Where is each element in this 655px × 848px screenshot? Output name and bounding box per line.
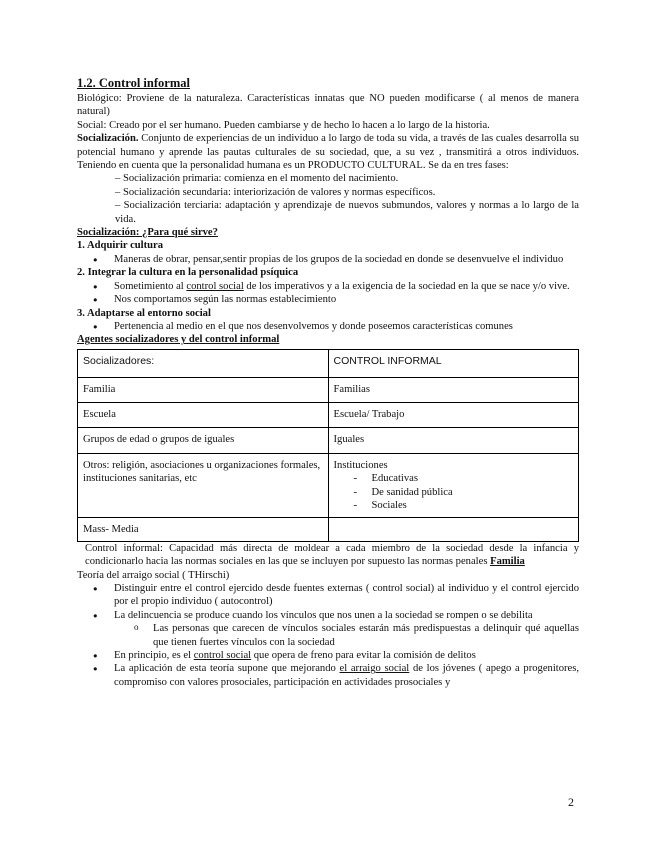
table-row (78, 402, 579, 427)
table-header-cell: Socializadores: (78, 349, 329, 377)
list-item (77, 649, 579, 662)
phase-terciaria: – Socialización terciaria: adaptación y aprendizaje de nuevos submundos, valores y normas a lo largo de la vida. (115, 200, 579, 225)
section-heading: 1.2. Control informal (77, 76, 190, 90)
text-fragment: de los jóvenes ( apego a progenitores, compromiso con valores prosociales, participación en actividades prosociales y (114, 663, 580, 688)
table-row (78, 453, 579, 517)
socializacion-text: Conjunto de experiencias de un individuo a lo largo de toda su vida, a través de las cuales desarrolla su potencial humano y aprende las pautas culturales de su sociedad, que, a su vez , transmitirá a otros individuos. Teniendo en cuenta que la personalidad humana es un PRODUCTO CULTURAL. Se da en tres fases: (77, 133, 579, 172)
para-socializacion (77, 132, 579, 172)
page-number: 2 (568, 795, 574, 809)
table-cell (328, 453, 579, 517)
list-item: ● Maneras de obrar, pensar,sentir propias de los grupos de la sociedad en donde se desenvuelve el individuo (77, 253, 579, 266)
familia-label: Familia (490, 556, 525, 568)
control-informal-definition (77, 542, 579, 569)
phase-secundaria: – Socialización secundaria: interiorización de valores y normas específicos. (115, 186, 436, 198)
agentes-table (77, 349, 579, 542)
para-que-title: Socialización: ¿Para qué sirve? (77, 227, 218, 239)
table-header-cell: CONTROL INFORMAL (328, 349, 579, 377)
para-biologico: Biológico: Proviene de la naturaleza. Características innatas que NO pueden modificarse ( al menos de manera natural) (77, 93, 579, 118)
teoria-title: Teoría del arraigo social ( THirschi) (77, 569, 230, 581)
text-fragment: Control informal: Capacidad más directa de moldear a cada miembro de la sociedad desde la infancia y condicionarlo hacia las normas sociales en las que se incluyen por supuesto las normas penales (85, 542, 579, 568)
list-item: ● Pertenencia al medio en el que nos desenvolvemos y donde poseemos características comunes (77, 320, 579, 333)
table-cell: Familia (78, 377, 329, 402)
text-fragment: La aplicación de esta teoría supone que mejorando (114, 663, 340, 675)
text-fragment: que opera de freno para evitar la comisión de delitos (251, 649, 476, 661)
document-page (77, 76, 579, 689)
item3-list (77, 320, 579, 333)
table-cell: Iguales (328, 427, 579, 453)
teoria-list (77, 582, 579, 689)
table-cell: Familias (328, 377, 579, 402)
para-social: Social: Creado por el ser humano. Pueden cambiarse y de hecho lo hacen a lo largo de la historia. (77, 119, 490, 131)
list-item: - De sanidad pública (352, 486, 575, 499)
table-cell: Otros: religión, asociaciones u organizaciones formales, instituciones sanitarias, etc (78, 453, 329, 517)
table-cell: Grupos de edad o grupos de iguales (78, 427, 329, 453)
list-item: ● La delincuencia se produce cuando los vínculos que nos unen a la sociedad se rompen o se debilita (77, 609, 579, 622)
table-cell (328, 517, 579, 541)
table-row (78, 517, 579, 541)
agentes-title: Agentes socializadores y del control informal (77, 334, 280, 346)
instituciones-sublist (334, 472, 575, 512)
socializacion-term: Socialización. (77, 133, 139, 145)
item2-list (77, 280, 579, 307)
phase-primaria: – Socialización primaria: comienza en el momento del nacimiento. (115, 173, 399, 185)
list-item: ● Nos comportamos según las normas establecimiento (77, 293, 579, 306)
table-cell: Escuela (78, 402, 329, 427)
list-item (77, 662, 579, 689)
list-subitem: o Las personas que carecen de vínculos sociales estarán más predispuestas a delinquir qué aquellas que tienen fuertes vínculos con la sociedad (77, 622, 579, 649)
list-item: - Educativas (352, 472, 575, 485)
control-social-underlined: control social (186, 280, 244, 292)
table-row (78, 349, 579, 377)
list-item: ● Distinguir entre el control ejercido desde fuentes externas ( control social) al individuo y el control ejercido por el propio individuo ( autocontrol) (77, 582, 579, 609)
item1-list (77, 253, 579, 266)
text-fragment: de los imperativos y a la exigencia de la sociedad en la que se nace y/o vive. (243, 280, 570, 292)
list-item: - Sociales (352, 499, 575, 512)
arraigo-social-underlined: el arraigo social (339, 663, 410, 675)
item1-title: 1. Adquirir cultura (77, 240, 164, 252)
text-fragment: Sometimiento al (114, 280, 187, 292)
item3-title: 3. Adaptarse al entorno social (77, 307, 211, 319)
list-item (77, 280, 579, 293)
table-cell: Escuela/ Trabajo (328, 402, 579, 427)
table-cell: Mass- Media (78, 517, 329, 541)
control-social-underlined: control social (193, 649, 252, 661)
text-fragment: En principio, es el (114, 649, 194, 661)
item2-title: 2. Integrar la cultura en la personalidad psíquica (77, 267, 299, 279)
table-row (78, 377, 579, 402)
instituciones-label: Instituciones (333, 459, 388, 471)
table-row (78, 427, 579, 453)
